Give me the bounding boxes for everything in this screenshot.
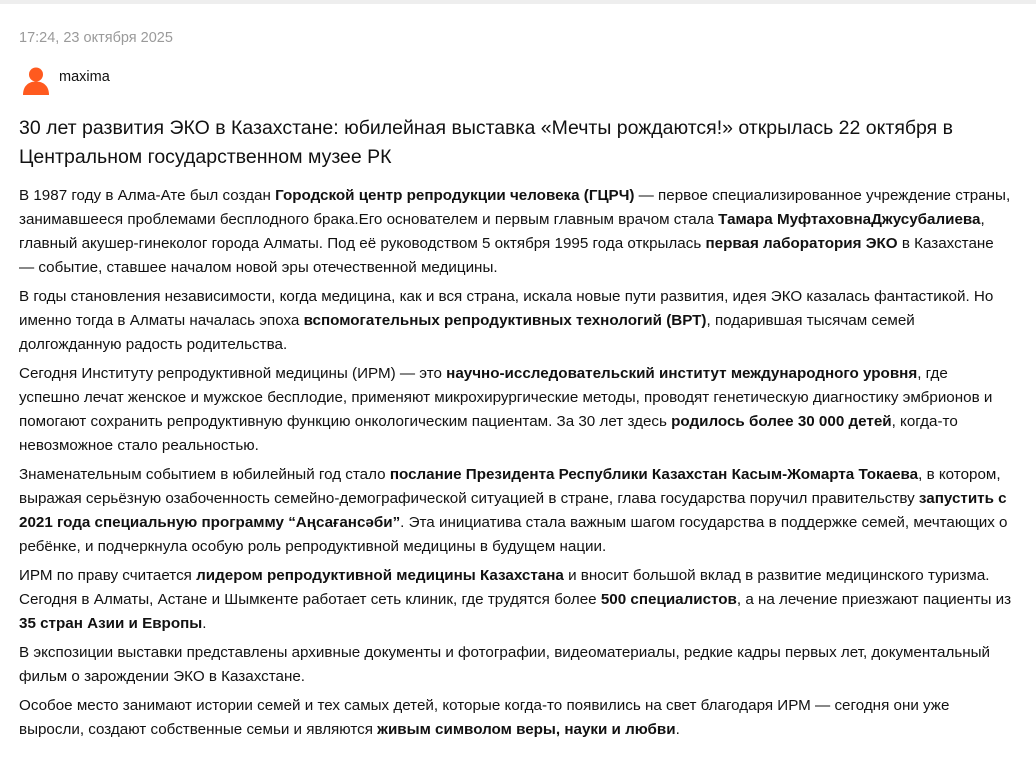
paragraph-text: . Эта инициатива стала важным шагом государства в поддержке семей, мечтающих о ребёнке, и подчеркнула особую роль репродуктивной медицины в будущем нации. xyxy=(19,514,1008,555)
bold-text: Тамара МуфтаховнаДжусубалиева xyxy=(718,211,981,228)
paragraph-text: , главный акушер-гинеколог города Алматы. Под её руководством 5 октября 1995 года открылась xyxy=(19,211,985,252)
paragraph-text: — первое специализированное учреждение страны, занимавшееся проблемами бесплодного брака.Его основателем и первым главным врачом стала xyxy=(19,187,1011,228)
bold-text: запустить с 2021 года специальную программу “Аңсағансәби” xyxy=(19,490,1007,531)
body-paragraph xyxy=(19,285,1012,357)
body-paragraph xyxy=(19,184,1012,280)
bold-text: лидером репродуктивной медицины Казахстана xyxy=(196,567,564,584)
bold-text: послание Президента Республики Казахстан Касым-Жомарта Токаева xyxy=(389,466,919,483)
bold-text: живым символом веры, науки и любви xyxy=(377,721,676,738)
avatar-body xyxy=(23,82,49,96)
author-name[interactable]: maxima xyxy=(59,69,110,85)
paragraph-text: В экспозиции выставки представлены архивные документы и фотографии, видеоматериалы, редкие кадры первых лет, документальный фильм о зарождении ЭКО в Казахстане. xyxy=(19,644,991,685)
paragraph-text: , а на лечение приезжают пациенты из xyxy=(736,591,1012,608)
paragraph-text: В годы становления независимости, когда медицина, как и вся страна, искала новые пути развития, идея ЭКО казалась фантастикой. Но именно тогда в Алматы началась эпоха xyxy=(19,288,994,329)
body-paragraph xyxy=(19,463,1012,559)
paragraph-text: . xyxy=(675,721,680,738)
author-row[interactable] xyxy=(19,64,1012,96)
paragraph-text: , в котором, выражая серьёзную озабоченность семейно-демографической ситуацией в стране, глава государства поручил правительству xyxy=(19,466,1001,507)
paragraph-text: , когда-то невозможное стало реальностью. xyxy=(19,413,958,454)
post-timestamp: 17:24, 23 октября 2025 xyxy=(19,30,173,46)
paragraph-text: Сегодня Институту репродуктивной медицины (ИРМ) — это xyxy=(19,365,447,382)
paragraph-text: и вносит большой вклад в развитие медицинского туризма. Сегодня в Алматы, Астане и Шымкенте работает сеть клиник, где трудятся более xyxy=(19,567,990,608)
paragraph-text: в Казахстане — событие, ставшее началом новой эры отечественной медицины. xyxy=(19,235,994,276)
paragraph-text: ИРМ по праву считается xyxy=(19,567,197,584)
user-avatar-icon[interactable] xyxy=(21,65,51,95)
avatar-head xyxy=(29,68,43,82)
bold-text: первая лаборатория ЭКО xyxy=(705,235,898,252)
body-paragraph xyxy=(19,694,1012,742)
bold-text: вспомогательных репродуктивных технологий (ВРТ) xyxy=(303,312,707,329)
bold-text: Городской центр репродукции человека (ГЦРЧ) xyxy=(275,187,635,204)
paragraph-text: В 1987 году в Алма-Ате был создан xyxy=(19,187,276,204)
paragraph-text: Знаменательным событием в юбилейный год стало xyxy=(19,466,390,483)
bold-text: 500 специалистов xyxy=(600,591,737,608)
paragraph-text: Особое место занимают истории семей и тех самых детей, которые когда-то появились на свет благодаря ИРМ — сегодня они уже выросли, создают собственные семьи и являются xyxy=(19,697,950,738)
bold-text: родилось более 30 000 детей xyxy=(671,413,892,430)
bold-text: 35 стран Азии и Европы xyxy=(19,615,203,632)
paragraph-text: , где успешно лечат женское и мужское бесплодие, применяют микрохирургические методы, проводят генетическую диагностику эмбрионов и помогают сохранить репродуктивную функцию онкологическим пациентам. За 30 лет здесь xyxy=(19,365,993,430)
bold-text: научно-исследовательский институт международного уровня xyxy=(446,365,918,382)
post-body xyxy=(19,184,1012,742)
post-title: 30 лет развития ЭКО в Казахстане: юбилейная выставка «Мечты рождаются!» открылась 22 октября в Центральном государственном музее РК xyxy=(19,117,954,168)
body-paragraph xyxy=(19,641,1012,689)
paragraph-text: . xyxy=(202,615,207,632)
paragraph-text: , подарившая тысячам семей долгожданную радость родительства. xyxy=(19,312,915,353)
body-paragraph xyxy=(19,564,1012,636)
body-paragraph xyxy=(19,362,1012,458)
